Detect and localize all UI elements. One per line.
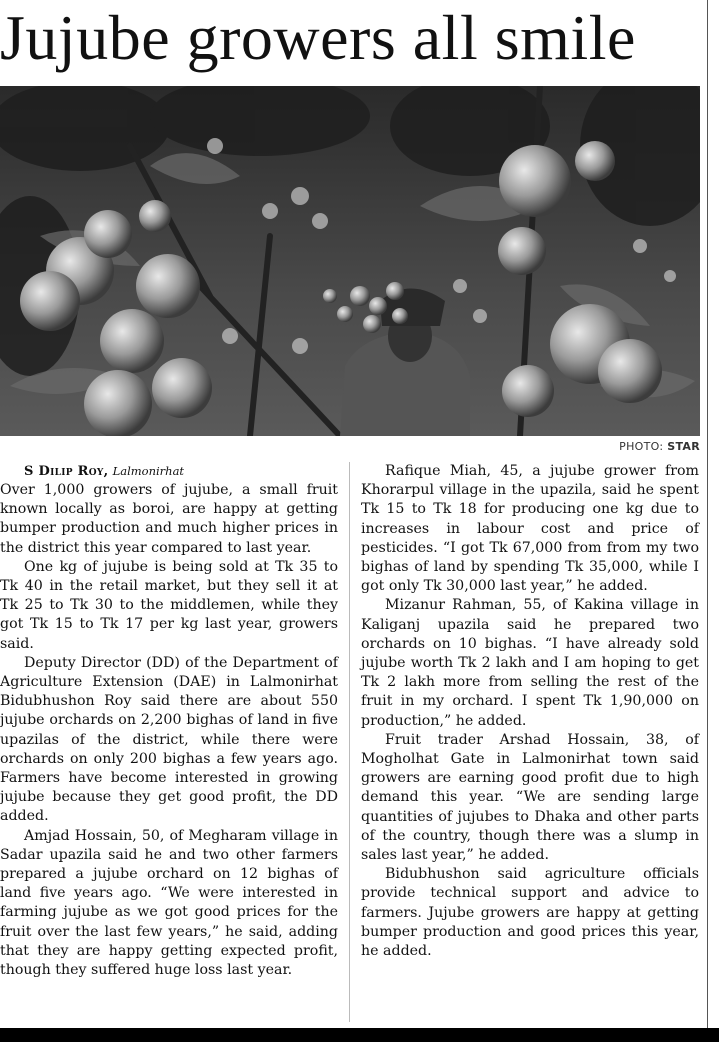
article-column-right bbox=[361, 462, 699, 961]
article-photo bbox=[0, 86, 700, 436]
byline-name: S Dilip Roy, bbox=[24, 464, 109, 479]
paragraph: One kg of jujube is being sold at Tk 35 to Tk 40 in the retail market, but they sell it at Tk 25 to Tk 30 to the middlemen, while they got Tk 15 to Tk 17 per kg last year, growers said. bbox=[0, 558, 338, 652]
paragraph: Bidubhushon said agriculture officials provide technical support and advice to farmers. Jujube growers are happy at getting bumper production and good prices this year, he added. bbox=[361, 866, 699, 960]
paragraph: Amjad Hossain, 50, of Megharam village in Sadar upazila said he and two other farmers prepared a jujube orchard on 12 bighas of land five years ago. “We were interested in farming jujube as we got good prices for the fruit over the last few years,” he said, adding that they are happy getting expected profit, though they suffered huge loss last year. bbox=[0, 827, 338, 979]
photo-credit bbox=[619, 440, 700, 453]
headline: Jujube growers all smile bbox=[0, 2, 636, 73]
paragraph: Mizanur Rahman, 55, of Kakina village in Kaliganj upazila said he prepared two orchards on 10 bighas. “I have already sold jujube worth Tk 2 lakh and I am hoping to get Tk 2 lakh more from selling the rest of the fruit in my orchard. I spent Tk 1,90,000 on production,” he added. bbox=[361, 597, 699, 729]
column-divider bbox=[349, 462, 350, 1022]
bottom-border bbox=[0, 1028, 719, 1042]
page-edge-rule bbox=[707, 0, 708, 1030]
paragraph: Over 1,000 growers of jujube, a small fruit known locally as boroi, are happy at getting bumper production and much higher prices in the district this year compared to last year. bbox=[0, 482, 338, 556]
byline-place: Lalmonirhat bbox=[112, 464, 185, 478]
paragraph: Fruit trader Arshad Hossain, 38, of Mogholhat Gate in Lalmonirhat town said growers are earning good profit due to high demand this year. “We are sending large quantities of jujubes to Dhaka and other parts of the country, though there was a slump in sales last year,” he added. bbox=[361, 731, 699, 864]
photo-credit-label: PHOTO: bbox=[619, 440, 664, 453]
paragraph: Deputy Director (DD) of the Department of Agriculture Extension (DAE) in Lalmonirhat Bidubhushon Roy said there are about 550 jujube orchards on 2,200 bighas of land in five upazilas of the district, while there were orchards on only 200 bighas a few years ago. Farmers have become interested in growing jujube because they get good profit, the DD added. bbox=[0, 654, 338, 825]
article-column-left bbox=[0, 462, 338, 980]
byline bbox=[0, 462, 338, 481]
photo-credit-source: STAR bbox=[667, 440, 700, 453]
paragraph: Rafique Miah, 45, a jujube grower from Khorarpul village in the upazila, said he spent Tk 15 to Tk 18 for producing one kg due to increases in labour cost and price of pesticides. “I got Tk 67,000 from from my two bighas of land by spending Tk 35,000, while I got only Tk 30,000 last year,” he added. bbox=[361, 463, 699, 595]
